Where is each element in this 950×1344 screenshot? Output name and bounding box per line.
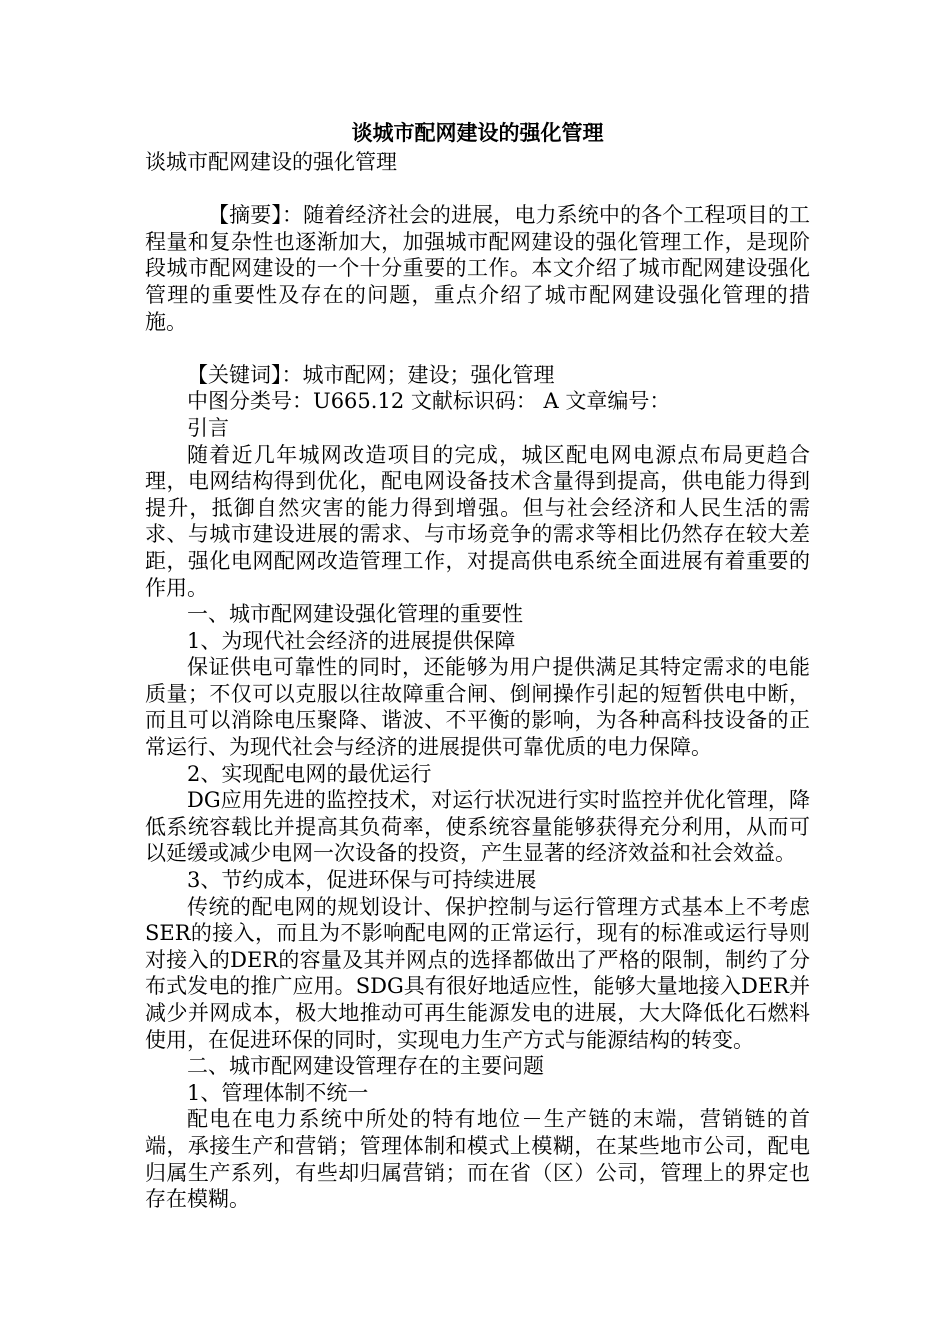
section-1-heading: 一、城市配网建设强化管理的重要性 [187, 602, 523, 627]
classification-line: 中图分类号：U665.12 文献标识码： A 文章编号： [187, 389, 671, 414]
blank-line [145, 176, 810, 203]
section-1-3-heading: 3、节约成本，促进环保与可持续进展 [187, 868, 537, 893]
section-1-1-heading: 1、为现代社会经济的进展提供保障 [187, 628, 516, 653]
section-2-heading: 二、城市配网建设管理存在的主要问题 [187, 1054, 544, 1079]
document-page [145, 120, 810, 1213]
document-title: 谈城市配网建设的强化管理 [351, 120, 604, 145]
section-1-1-paragraph: 保证供电可靠性的同时，还能够为用户提供满足其特定需求的电能质量；不仅可以克服以往故障重合闸、倒闸操作引起的短暂供电中断，而且可以消除电压聚降、谐波、不平衡的影响，为各种高科技设备的正常运行、为现代社会与经济的进展提供可靠优质的电力保障。 [145, 655, 810, 760]
section-2-1-paragraph: 配电在电力系统中所处的特有地位－生产链的末端，营销链的首端，承接生产和营销；管理体制和模式上模糊，在某些地市公司，配电归属生产系列，有些却归属营销；而在省（区）公司，管理上的界定也存在模糊。 [145, 1107, 810, 1212]
document-subtitle: 谈城市配网建设的强化管理 [145, 150, 397, 174]
section-1-3-paragraph: 传统的配电网的规划设计、保护控制与运行管理方式基本上不考虑SER的接入，而且为不影响配电网的正常运行，现有的标准或运行导则对接入的DER的容量及其并网点的选择都做出了严格的限制，制约了分布式发电的推广应用。SDG具有很好地适应性，能够大量地接入DER并减少并网成本，极大地推动可再生能源发电的进展，大大降低化石燃料使用，在促进环保的同时，实现电力生产方式与能源结构的转变。 [145, 894, 810, 1052]
intro-heading: 引言 [187, 415, 229, 440]
keywords-line: 【关键词】：城市配网；建设；强化管理 [187, 362, 555, 387]
abstract-paragraph: 【摘要】：随着经济社会的进展，电力系统中的各个工程项目的工程量和复杂性也逐渐加大，加强城市配网建设的强化管理工作，是现阶段城市配网建设的一个十分重要的工作。本文介绍了城市配网建设强化管理的重要性及存在的问题，重点介绍了城市配网建设强化管理的措施。 [145, 203, 810, 334]
intro-paragraph: 随着近几年城网改造项目的完成，城区配电网电源点布局更趋合理，电网结构得到优化，配电网设备技术含量得到提高，供电能力得到提升，抵御自然灾害的能力得到增强。但与社会经济和人民生活的需求、与城市建设进展的需求、与市场竞争的需求等相比仍然存在较大差距，强化电网配网改造管理工作，对提高供电系统全面进展有着重要的作用。 [145, 442, 810, 600]
section-1-2-heading: 2、实现配电网的最优运行 [187, 761, 432, 786]
section-2-1-heading: 1、管理体制不统一 [187, 1080, 369, 1105]
blank-line [145, 335, 810, 362]
section-1-2-paragraph: DG应用先进的监控技术，对运行状况进行实时监控并优化管理，降低系统容载比并提高其负荷率，使系统容量能够获得充分利用，从而可以延缓或减少电网一次设备的投资，产生显著的经济效益和社会效益。 [145, 788, 810, 866]
